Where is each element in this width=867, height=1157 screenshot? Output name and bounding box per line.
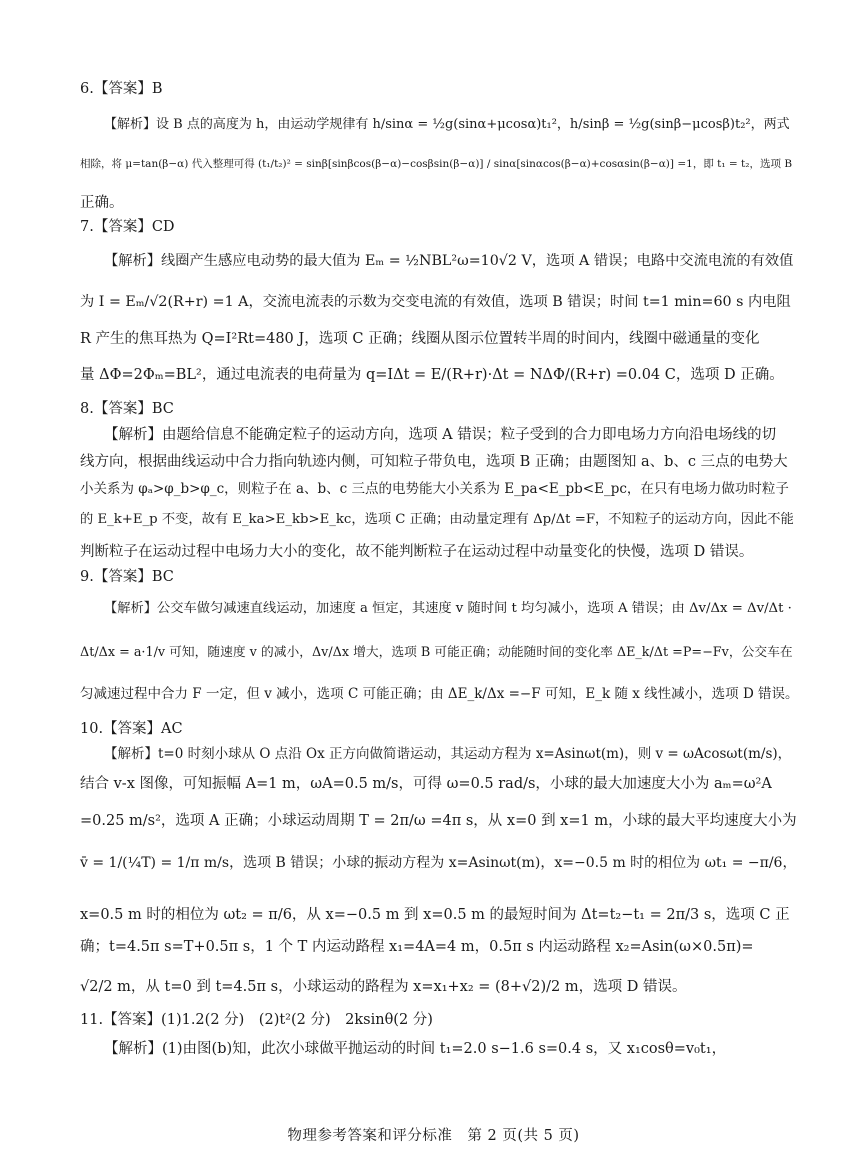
q7-analysis-line-3: R 产生的焦耳热为 Q=I²Rt=480 J，选项 C 正确；线圈从图示位置转半周的时间内，线圈中磁通量的变化 (80, 331, 760, 347)
q8-analysis-line-4: 的 E_k+E_p 不变，故有 E_ka>E_kb>E_kc，选项 C 正确；由动量定理有 Δp/Δt =F，不知粒子的运动方向，因此不能 (80, 512, 794, 527)
q11-analysis-line-1: 【解析】(1)由图(b)知，此次小球做平抛运动的时间 t₁=2.0 s−1.6 s=0.4 s，又 x₁cosθ=v₀t₁， (104, 1041, 727, 1057)
q8-analysis-line-3: 小关系为 φₐ>φ_b>φ_c，则粒子在 a、b、c 三点的电势能大小关系为 E_pa<E_pb<E_pc，在只有电场力做功时粒子 (80, 481, 789, 497)
q7-analysis-line-1: 【解析】线圈产生感应电动势的最大值为 Eₘ = ½NBL²ω=10√2 V，选项 A 错误；电路中交流电流的有效值 (104, 253, 794, 269)
q6-analysis-line-3: 正确。 (80, 195, 124, 211)
q6-answer: 6.【答案】B (80, 81, 163, 97)
q6-analysis-line-2: 相除，将 μ=tan(β−α) 代入整理可得 (t₁/t₂)² = sinβ[sinβcos(β−α)−cosβsin(β−α)] / sinα[sinαcos(β−α)+cosαsin(β−α)] =1，即 t₁ = t₂，选项 B (80, 158, 793, 170)
q9-analysis-line-3: 匀减速过程中合力 F 一定，但 v 减小，选项 C 可能正确；由 ΔE_k/Δx =−F 可知，E_k 随 x 线性减小，选项 D 错误。 (80, 686, 799, 702)
q8-analysis-line-2: 线方向，根据曲线运动中合力指向轨迹内侧，可知粒子带负电，选项 B 正确；由题图知 a、b、c 三点的电势大 (80, 454, 788, 470)
q10-analysis-line-7: √2/2 m，从 t=0 到 t=4.5π s，小球运动的路程为 x=x₁+x₂ = (8+√2)/2 m，选项 D 错误。 (80, 979, 687, 995)
q8-analysis-line-5: 判断粒子在运动过程中电场力大小的变化，故不能判断粒子在运动过程中动量变化的快慢，选项 D 错误。 (80, 544, 754, 560)
q7-analysis-line-4: 量 ΔΦ=2Φₘ=BL²，通过电流表的电荷量为 q=IΔt = E/(R+r)·Δt = NΔΦ/(R+r) =0.04 C，选项 D 正确。 (80, 367, 784, 383)
q10-answer: 10.【答案】AC (80, 721, 183, 737)
q9-answer: 9.【答案】BC (80, 569, 174, 585)
q7-analysis-line-2: 为 I = Eₘ/√2(R+r) =1 A，交流电流表的示数为交变电流的有效值，选项 B 错误；时间 t=1 min=60 s 内电阻 (80, 294, 791, 310)
q10-analysis-line-2: 结合 v-x 图像，可知振幅 A=1 m，ωA=0.5 m/s，可得 ω=0.5 rad/s，小球的最大加速度大小为 aₘ=ω²A (80, 776, 772, 792)
q6-analysis-line-1: 【解析】设 B 点的高度为 h，由运动学规律有 h/sinα = ½g(sinα+μcosα)t₁²，h/sinβ = ½g(sinβ−μcosβ)t₂²，两式 (104, 117, 790, 132)
q10-analysis-line-6: 确；t=4.5π s=T+0.5π s，1 个 T 内运动路程 x₁=4A=4 m，0.5π s 内运动路程 x₂=Asin(ω×0.5π)= (80, 939, 754, 955)
q10-analysis-line-5: x=0.5 m 时的相位为 ωt₂ = π/6，从 x=−0.5 m 到 x=0.5 m 的最短时间为 Δt=t₂−t₁ = 2π/3 s，选项 C 正 (80, 907, 790, 923)
q8-answer: 8.【答案】BC (80, 401, 174, 417)
q10-analysis-line-3: =0.25 m/s²，选项 A 正确；小球运动周期 T = 2π/ω =4π s，从 x=0 到 x=1 m，小球的最大平均速度大小为 (80, 813, 797, 829)
q7-answer: 7.【答案】CD (80, 219, 175, 235)
page-footer: 物理参考答案和评分标准 第 2 页(共 5 页) (287, 1128, 580, 1144)
q10-analysis-line-1: 【解析】t=0 时刻小球从 O 点沿 Ox 正方向做简谐运动，其运动方程为 x=Asinωt(m)，则 v = ωAcosωt(m/s)， (104, 746, 792, 762)
q10-analysis-line-4: v̄ = 1/(¼T) = 1/π m/s，选项 B 错误；小球的振动方程为 x=Asinωt(m)，x=−0.5 m 时的相位为 ωt₁ = −π/6， (80, 855, 797, 871)
q9-analysis-line-1: 【解析】公交车做匀减速直线运动，加速度 a 恒定，其速度 v 随时间 t 均匀减小，选项 A 错误；由 Δv/Δx = Δv/Δt · (104, 601, 792, 616)
q8-analysis-line-1: 【解析】由题给信息不能确定粒子的运动方向，选项 A 错误；粒子受到的合力即电场力方向沿电场线的切 (104, 427, 777, 443)
q9-analysis-line-2: Δt/Δx = a·1/v 可知，随速度 v 的减小，Δv/Δx 增大，选项 B 可能正确；动能随时间的变化率 ΔE_k/Δt =P=−Fv，公交车在 (80, 645, 793, 660)
q11-answer: 11.【答案】(1)1.2(2 分) (2)t²(2 分) 2ksinθ(2 分) (80, 1012, 433, 1028)
